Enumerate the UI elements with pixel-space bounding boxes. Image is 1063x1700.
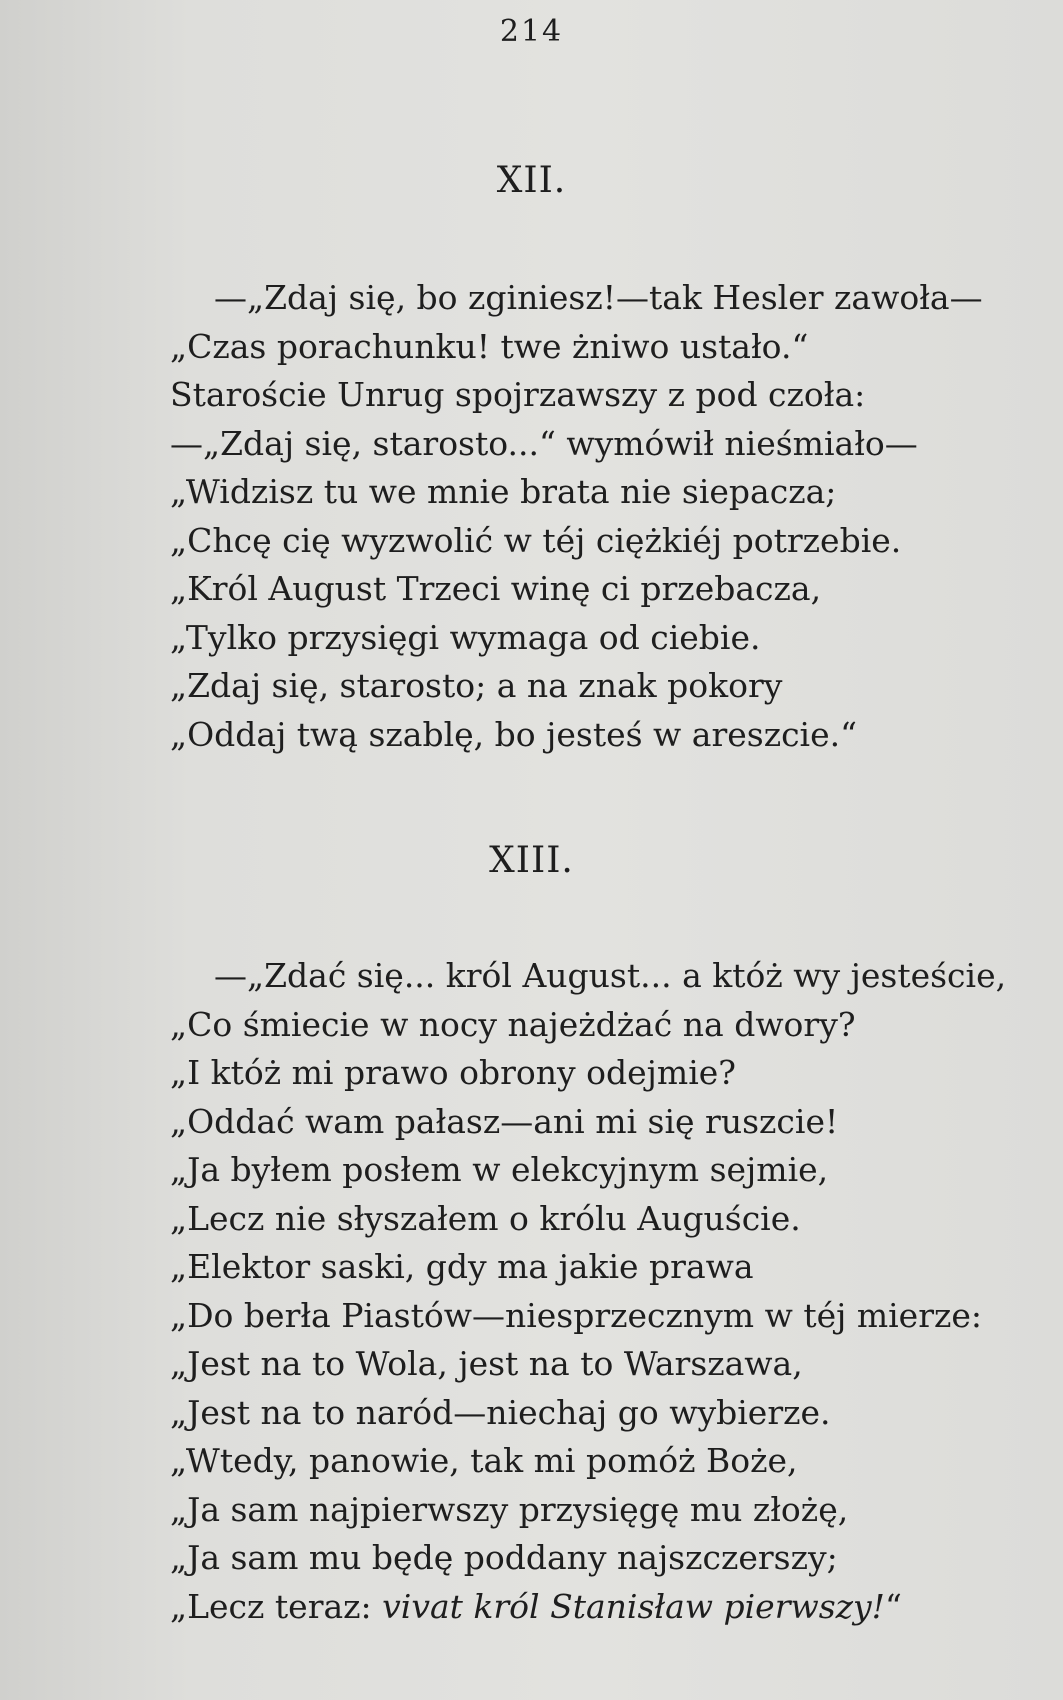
section-title-xii: XII. — [496, 160, 567, 201]
verse-line: „Do berła Piastów—niesprzecznym w téj mierze: — [170, 1295, 983, 1335]
verse-line: „Co śmiecie w nocy najeżdżać na dwory? — [170, 1004, 856, 1044]
last-line-prefix: „Lecz teraz: — [170, 1586, 383, 1626]
verse-line: „I któż mi prawo obrony odejmie? — [170, 1053, 736, 1092]
verse-line: „Lecz nie słyszałem o królu Auguście. — [170, 1198, 801, 1238]
verse-line: „Elektor saski, gdy ma jakie prawa — [170, 1247, 754, 1286]
last-line-suffix: “ — [884, 1586, 902, 1626]
verse-line: „Król August Trzeci winę ci przebacza, — [170, 569, 822, 608]
verse-line: „Oddać wam pałasz—ani mi się ruszcie! — [170, 1101, 839, 1141]
verse-line: „Ja sam mu będę poddany najszczerszy; — [170, 1538, 838, 1577]
verse-line: „Chcę cię wyzwolić w téj ciężkiéj potrzebie. — [170, 520, 902, 560]
verse-line: —„Zdać się... król August... a któż wy jesteście, — [214, 956, 1007, 995]
verse-line: „Wtedy, panowie, tak mi pomóż Boże, — [170, 1441, 798, 1480]
verse-line: „Widzisz tu we mnie brata nie siepacza; — [170, 472, 837, 511]
verse-line-last — [170, 1583, 1030, 1632]
verse-line: „Zdaj się, starosto; a na znak pokory — [170, 666, 783, 705]
page-number: 214 — [499, 14, 564, 49]
verse-line: „Oddaj twą szablę, bo jesteś w areszcie.“ — [170, 714, 858, 754]
verse-line: „Jest na to Wola, jest na to Warszawa, — [170, 1344, 803, 1383]
verse-line: Staroście Unrug spojrzawszy z pod czoła: — [170, 375, 866, 414]
verse-line: —„Zdaj się, starosto...“ wymówił nieśmiało— — [170, 423, 918, 463]
last-line-italic: vivat król Stanisław pierwszy! — [382, 1586, 885, 1626]
section-title-xiii: XIII. — [489, 840, 574, 881]
verse-line: „Ja sam najpierwszy przysięgę mu złożę, — [170, 1489, 849, 1529]
verse-line: —„Zdaj się, bo zginiesz!—tak Hesler zawoła— — [214, 278, 983, 317]
verse-line: „Ja byłem posłem w elekcyjnym sejmie, — [170, 1150, 829, 1189]
verse-line: „Tylko przysięgi wymaga od ciebie. — [170, 617, 761, 657]
stanza-xiii — [170, 952, 1030, 1631]
verse-line: „Jest na to naród—niechaj go wybierze. — [170, 1392, 831, 1432]
stanza-xii — [170, 274, 1030, 759]
verse-line: „Czas porachunku! twe żniwo ustało.“ — [170, 326, 809, 366]
